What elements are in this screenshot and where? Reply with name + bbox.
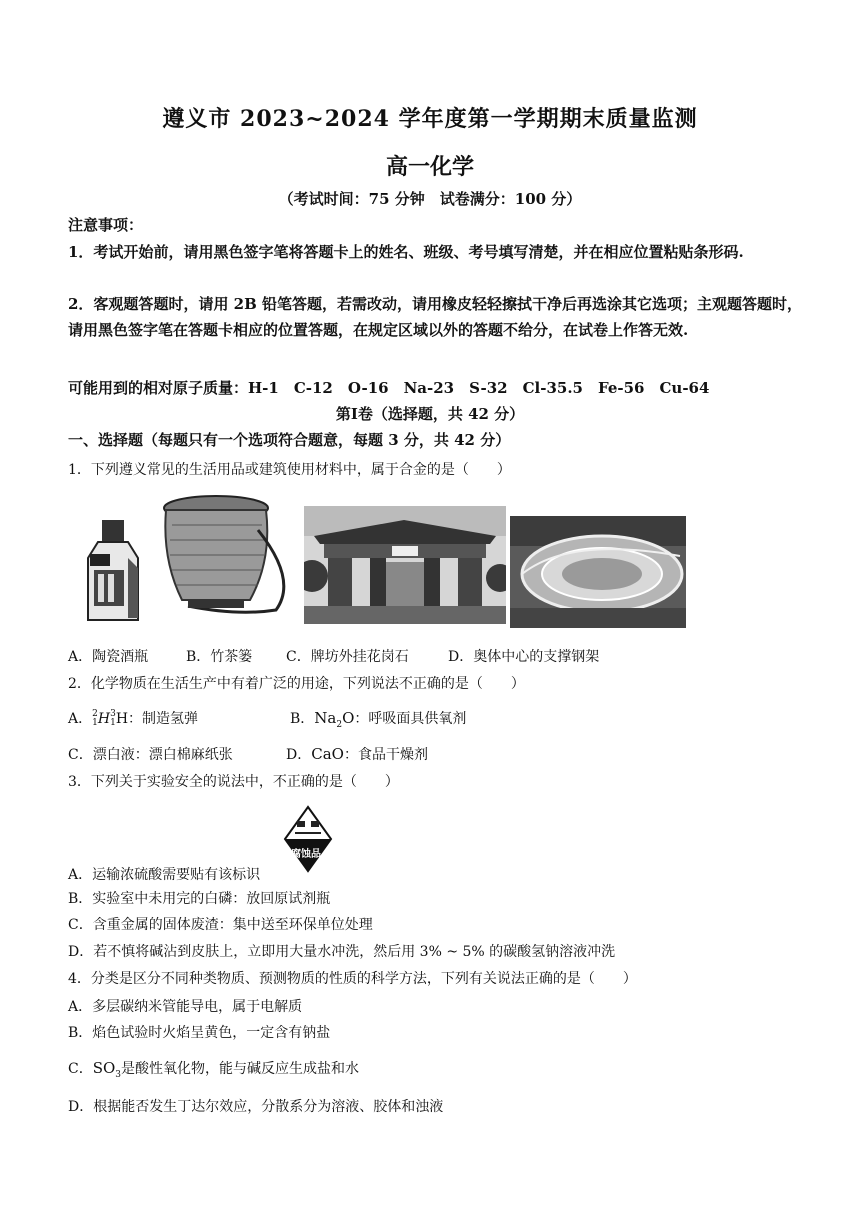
q1-option-d: D．奥体中心的支撑钢架 — [448, 649, 600, 665]
bamboo-basket-image — [158, 490, 298, 620]
q2-stem: 2．化学物质在生活生产中有着广泛的用途，下列说法不正确的是（ ） — [68, 676, 525, 692]
q3-option-c: C．含重金属的固体废渣：集中送至环保单位处理 — [68, 917, 373, 933]
q1-option-b: B．竹茶篓 — [186, 649, 253, 665]
corrosive-hazard-icon — [283, 805, 333, 873]
notes-heading: 注意事项： — [68, 216, 144, 234]
part-heading: 一、选择题（每题只有一个选项符合题意，每题 3 分，共 42 分） — [68, 431, 511, 449]
q1-images — [74, 490, 694, 636]
q4-option-d: D．根据能否发生丁达尔效应，分散系分为溶液、胶体和浊液 — [68, 1099, 444, 1115]
q1-option-a: A．陶瓷酒瓶 — [68, 649, 149, 665]
q1-stem: 1．下列遵义常见的生活用品或建筑使用材料中，属于合金的是（ ） — [68, 462, 511, 478]
q4-stem: 4．分类是区分不同种类物质、预测物质的性质的科学方法，下列有关说法正确的是（ ） — [68, 971, 637, 987]
subject-title: 高一化学 — [385, 154, 474, 180]
q2-option-c: C．漂白液：漂白棉麻纸张 — [68, 747, 233, 763]
q3-option-d: D．若不慎将碱沾到皮肤上，立即用大量水冲洗，然后用 3% ~ 5% 的碳酸氢钠溶液冲洗 — [68, 944, 616, 960]
volume-heading: 第Ⅰ卷（选择题，共 42 分） — [335, 405, 525, 423]
q2-option-a: A． 2 1 H 3 1 H：制造氢弹 — [68, 709, 199, 728]
note-item-2: 2．客观题答题时，请用 2B 铅笔答题，若需改动，请用橡皮轻轻擦拭干净后再选涂其它选项；主观题答题时，请用黑色签字笔在答题卡相应的位置答题，在规定区域以外的答题不给分，在试卷上作答无效. — [68, 295, 803, 339]
q4-option-a: A．多层碳纳米管能导电，属于电解质 — [68, 999, 303, 1015]
q4-option-c: C．$SO_3$是酸性氧化物，能与碱反应生成盐和水 — [68, 1059, 360, 1080]
exam-info: （考试时间：75 分钟 试卷满分：100 分） — [278, 190, 582, 208]
q1-option-c: C．牌坊外挂花岗石 — [286, 649, 409, 665]
q3-stem: 3．下列关于实验安全的说法中，不正确的是（ ） — [68, 774, 399, 790]
hazard-label: 腐蚀品 — [291, 849, 321, 860]
note-item-1: 1．考试开始前，请用黑色签字笔将答题卡上的姓名、班级、考号填写清楚，并在相应位置粘贴条形码. — [68, 243, 744, 261]
archway-image — [304, 506, 506, 624]
ceramic-bottle-image — [80, 518, 150, 624]
q3-option-b: B．实验室中未用完的白磷：放回原试剂瓶 — [68, 891, 331, 907]
atomic-masses: 可能用到的相对原子质量：H-1 C-12 O-16 Na-23 S-32 Cl-35.5 Fe-56 Cu-64 — [68, 379, 710, 397]
steel-frame-image — [510, 516, 686, 628]
page-title: 遵义市 2023~2024 学年度第一学期期末质量监测 — [162, 106, 698, 132]
q2-option-b: B．$Na_2O$：呼吸面具供氧剂 — [290, 709, 467, 730]
q3-option-a: A．运输浓硫酸需要贴有该标识 — [68, 867, 261, 883]
q4-option-b: B．焰色试验时火焰呈黄色，一定含有钠盐 — [68, 1025, 331, 1041]
q2-option-d: D．CaO：食品干燥剂 — [286, 745, 428, 763]
